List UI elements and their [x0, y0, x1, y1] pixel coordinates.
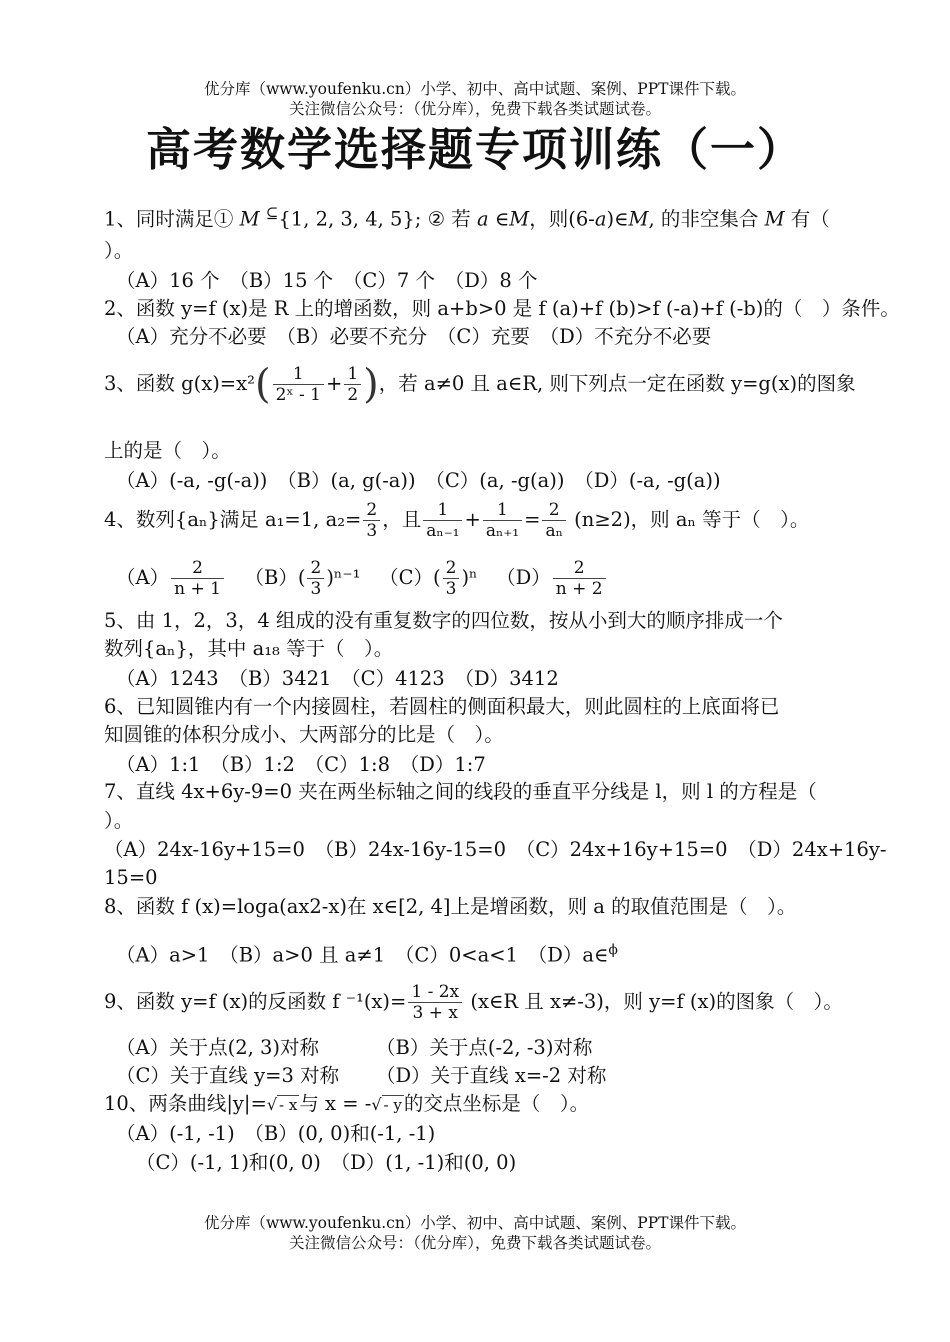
- fraction: $\frac{2}{n + 2}$: [553, 558, 606, 599]
- sqrt-symbol: √: [371, 1095, 382, 1114]
- question-6-line-1: 6、已知圆锥内有一个内接圆柱，若圆柱的侧面积最大，则此圆柱的上底面将已: [104, 695, 780, 718]
- question-5-line-1: 5、由 1，2，3，4 组成的没有重复数字的四位数，按从小到大的顺序排成一个: [104, 609, 783, 632]
- footer-line-2: 关注微信公众号：（优分库），免费下载各类试题试卷。: [288, 1234, 661, 1252]
- question-2-options: （A）充分不必要 （B）必要不充分 （C）充要 （D）不充分不必要: [116, 325, 712, 348]
- question-3-options: （A）(-a, -g(-a)) （B）(a, g(-a)) （C）(a, -g(a)) （D）(-a, -g(a)): [116, 469, 721, 492]
- fraction: $\frac{2}{n + 1}$: [171, 558, 224, 599]
- question-1-cont: ）。: [104, 239, 134, 262]
- question-9-stem: 9、函数 y=f (x)的反函数 f ⁻¹(x)= $\frac{1 - 2x}{3 + x}$ (x∈R 且 x≠-3)，则 y=f (x)的图象（ ）。: [104, 982, 843, 1023]
- question-9-option-a: （A）关于点(2, 3)对称: [116, 1036, 320, 1059]
- question-6-options: （A）1:1 （B）1:2 （C）1:8 （D）1:7: [116, 753, 486, 776]
- header-line-2: 关注微信公众号：（优分库），免费下载各类试题试卷。: [288, 100, 661, 118]
- question-8-stem: 8、函数 f (x)=loga(ax2-x)在 x∈[2, 4]上是增函数，则 a 的取值范围是（ ）。: [104, 895, 797, 918]
- question-2-stem: 2、函数 y=f (x)是 R 上的增函数，则 a+b>0 是 f (a)+f (b)>f (-a)+f (-b)的（ ）条件。: [104, 297, 900, 320]
- question-4-stem: 4、数列{aₙ}满足 a₁=1, a₂= $\frac{2}{3}$ ，且 $\frac{1}{\text{aₙ₋₁}}$ + $\frac{1}{\text{aₙ₊₁}}$ = $\frac{2}{\text{aₙ}}$ (n≥2)，则 aₙ 等于（ ）。: [104, 500, 810, 541]
- header-line-1: 优分库（www.youfenku.cn）小学、初中、高中试题、案例、PPT课件下载。: [203, 80, 747, 98]
- fraction: $\frac{1}{\text{2ˣ - 1}}$: [273, 364, 324, 405]
- page-title: 高考数学选择题专项训练（一）: [145, 123, 804, 176]
- question-6-line-2: 知圆锥的体积分成小、大两部分的比是（ ）。: [104, 723, 504, 746]
- fraction: $\frac{1}{\text{aₙ₋₁}}$: [423, 500, 462, 541]
- question-1-stem: 1、同时满足① M ⊆{1, 2, 3, 4, 5}; ② 若 a ∈M，则(6-a)∈M, 的非空集合 M 有（: [104, 204, 830, 231]
- fraction: $\frac{1 - 2x}{3 + x}$: [408, 982, 462, 1023]
- footer-line-1: 优分库（www.youfenku.cn）小学、初中、高中试题、案例、PPT课件下载。: [203, 1214, 747, 1232]
- question-5-options: （A）1243 （B）3421 （C）4123 （D）3412: [116, 667, 559, 690]
- question-7-line-1: 7、直线 4x+6y-9=0 夹在两坐标轴之间的线段的垂直平分线是 l，则 l 的方程是（: [104, 780, 817, 803]
- question-10-stem: 10、两条曲线|y|=√ - x 与 x = -√ - y 的交点坐标是（ ）。: [104, 1092, 590, 1115]
- question-9-option-b: （B）关于点(-2, -3)对称: [376, 1036, 593, 1059]
- question-4-options: （A） $\frac{2}{n + 1}$ （B）( $\frac{2}{3}$ )ⁿ⁻¹ （C）( $\frac{2}{3}$ )ⁿ （D） $\frac{2}{n + 2}$: [116, 556, 608, 600]
- fraction: $\frac{2}{3}$: [363, 500, 380, 541]
- question-3-cont: 上的是（ ）。: [104, 439, 231, 462]
- question-1-options: （A）16 个 （B）15 个 （C）7 个 （D）8 个: [116, 269, 538, 292]
- empty-set-symbol: ϕ: [608, 942, 618, 958]
- question-10-options-2: （C）(-1, 1)和(0, 0) （D）(1, -1)和(0, 0): [136, 1151, 517, 1174]
- subset-symbol: ⊆: [265, 204, 279, 222]
- fraction: $\frac{1}{\text{aₙ₊₁}}$: [483, 500, 522, 541]
- fraction: $\frac{2}{\text{aₙ}}$: [542, 500, 566, 541]
- fraction: $\frac{1}{2}$: [344, 364, 361, 405]
- question-9-option-c: （C）关于直线 y=3 对称: [116, 1064, 340, 1087]
- question-9-option-d: （D）关于直线 x=-2 对称: [376, 1064, 607, 1087]
- question-5-line-2: 数列{aₙ}，其中 a₁₈ 等于（ ）。: [104, 637, 394, 660]
- question-3-stem: 3、函数 g(x)=x²( $\frac{1}{\text{2ˣ - 1}}$ + $\frac{1}{2}$ )，若 a≠0 且 a∈R, 则下列点一定在函数 y=g(x)的图象: [104, 361, 856, 408]
- question-7-options-cont: 15=0: [104, 866, 158, 889]
- fraction: $\frac{2}{3}$: [307, 558, 324, 599]
- question-7-options: （A）24x-16y+15=0 （B）24x-16y-15=0 （C）24x+16y+15=0 （D）24x+16y-: [104, 838, 887, 861]
- question-8-options: （A）a>1 （B）a>0 且 a≠1 （C）0<a<1 （D）a∈$^\phi$: [116, 942, 618, 967]
- sqrt-symbol: √: [266, 1095, 278, 1114]
- question-10-options-1: （A）(-1, -1) （B）(0, 0)和(-1, -1): [116, 1122, 436, 1145]
- question-7-line-2: ）。: [104, 809, 134, 832]
- fraction: $\frac{2}{3}$: [443, 558, 460, 599]
